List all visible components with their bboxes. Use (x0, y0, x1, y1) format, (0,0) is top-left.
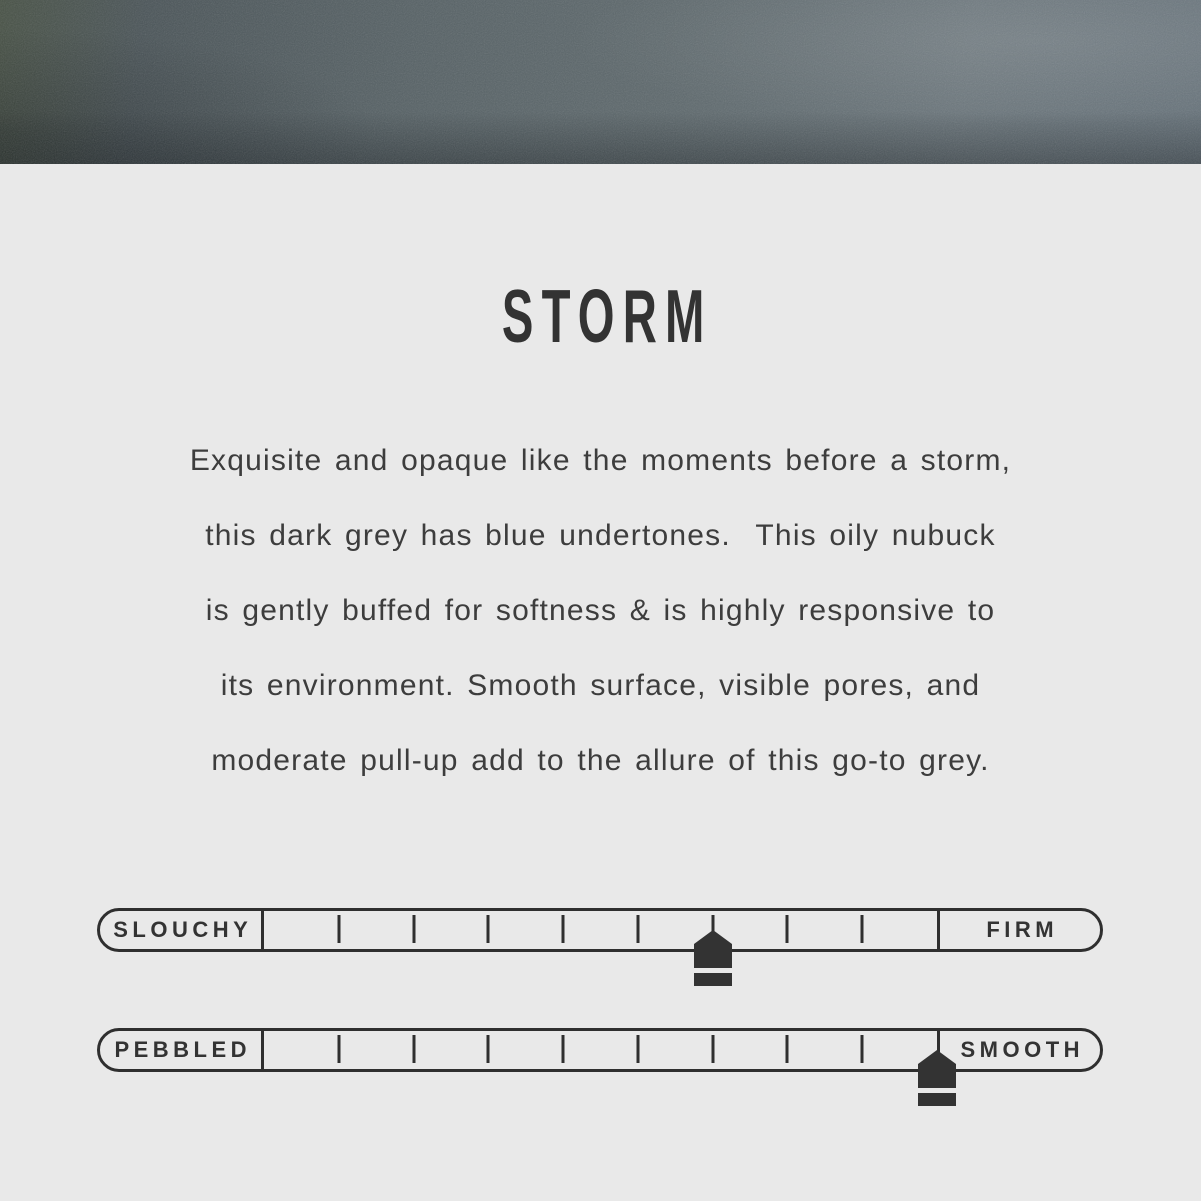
firmness-scale (97, 908, 1103, 952)
firmness-marker[interactable] (694, 930, 732, 986)
product-description (0, 423, 1201, 798)
firmness-tick (636, 915, 639, 943)
description-line: its environment. Smooth surface, visible pores, and (220, 669, 981, 702)
texture-tick (487, 1035, 490, 1063)
texture-tick (861, 1035, 864, 1063)
texture-tick (562, 1035, 565, 1063)
page-title-text: STORM (501, 274, 713, 358)
description-line: Exquisite and opaque like the moments before a storm, (189, 444, 1012, 477)
texture-scale (97, 1028, 1103, 1072)
texture-tick (337, 1035, 340, 1063)
firmness-tick (562, 915, 565, 943)
description-line: moderate pull-up add to the allure of this go-to grey. (211, 744, 990, 777)
texture-tick (636, 1035, 639, 1063)
page-title (0, 274, 1201, 358)
texture-marker[interactable] (918, 1050, 956, 1106)
firmness-tick (786, 915, 789, 943)
description-line: is gently buffed for softness & is highly responsive to (205, 594, 996, 627)
leather-texture-swatch (0, 0, 1201, 164)
texture-scale-right-label: SMOOTH (937, 1031, 1100, 1069)
firmness-tick (337, 915, 340, 943)
texture-tick (786, 1035, 789, 1063)
firmness-scale-right-label: FIRM (937, 911, 1100, 949)
texture-tick (711, 1035, 714, 1063)
texture-tick (412, 1035, 415, 1063)
firmness-scale-track (264, 911, 937, 949)
firmness-tick (861, 915, 864, 943)
description-line: this dark grey has blue undertones. This oily nubuck (205, 519, 996, 552)
firmness-tick (487, 915, 490, 943)
firmness-tick (412, 915, 415, 943)
firmness-scale-left-label: SLOUCHY (100, 911, 264, 949)
texture-scale-track (264, 1031, 937, 1069)
texture-scale-left-label: PEBBLED (100, 1031, 264, 1069)
leather-grain-texture (0, 0, 1201, 164)
